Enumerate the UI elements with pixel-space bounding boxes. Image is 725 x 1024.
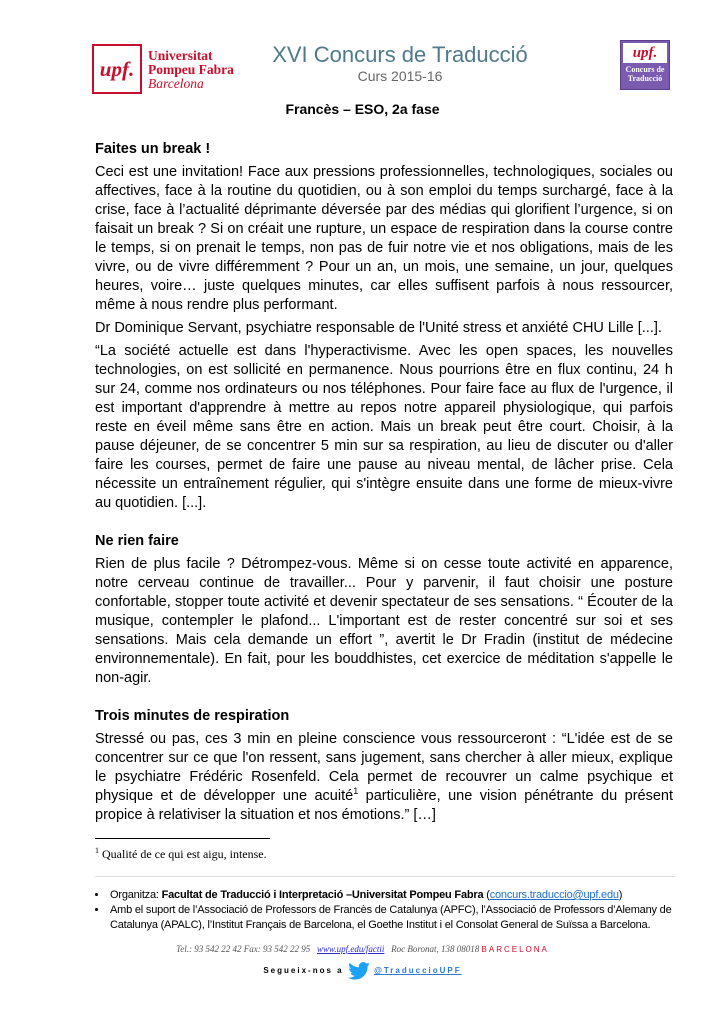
logo-text: upf.: [99, 56, 135, 81]
footnote-number: 1: [95, 846, 99, 855]
spacer: [95, 692, 673, 707]
university-line: Universitat: [148, 48, 213, 63]
badge-line: Concurs de: [625, 65, 665, 74]
follow-label: Segueix-nos a: [263, 966, 344, 976]
contest-year: Curs 2015-16: [357, 68, 443, 84]
footnote-text: Qualité de ce qui est aigu, intense.: [99, 847, 267, 861]
website-link[interactable]: www.upf.edu/factii: [317, 944, 385, 954]
contest-badge-logo: [620, 40, 670, 90]
footer-divider: [95, 876, 675, 877]
footer-credits: [90, 888, 685, 933]
article: [95, 140, 673, 829]
paragraph-respiration: [95, 730, 673, 825]
upf-logo: [92, 44, 142, 94]
footer: [90, 888, 685, 980]
footnote-divider: [95, 838, 270, 839]
paragraph-quote: “La société actuelle est dans l'hyperactivisme. Avec les open spaces, les nouvelles technologies, on est sollicité en permanence. Nous pourrions être en flux continu, 24 h sur 24, comme nos ordinateurs ou nos téléphones. Pour faire face au flux de l'urgence, il est important d'apprendre à mettre au repos notre appareil physiologique, qui parfois reste en éveil même sans être en action. Mais un break peut être court. Choisir, à la pause déjeuner, de se concentrer 5 min sur sa respiration, au lieu de discuter ou d'aller faire les courses, permet de faire une pause au niveau mental, de lâcher prise. Cela nécessite un entraînement régulier, qui s'intègre ensuite dans une forme de mieux-vivre au quotidien. [...].: [95, 343, 673, 511]
university-city: Barcelona: [148, 76, 204, 91]
contest-title: XVI Concurs de Traducció: [272, 42, 528, 67]
twitter-bird-icon[interactable]: [348, 962, 370, 980]
contact-line: [0, 943, 725, 956]
paragraph-author: Dr Dominique Servant, psychiatre responsable de l'Unité stress et anxiété CHU Lille [...].: [95, 320, 662, 336]
text: particulière, une vision pénétrante du présent propice à relativiser la situation et nos émotions.” […]: [95, 788, 673, 823]
phone-fax: Tel.: 93 542 22 42 Fax: 93 542 22 95: [176, 944, 311, 954]
address: Roc Boronat, 138 08018: [391, 944, 480, 954]
twitter-handle-link[interactable]: @TraduccioUPF: [374, 966, 462, 976]
university-line: Pompeu Fabra: [148, 62, 234, 77]
city: BARCELONA: [481, 945, 549, 954]
university-name: [148, 49, 234, 91]
paragraph-ne-rien-faire: Rien de plus facile ? Détrompez-vous. Même si on cesse toute activité en apparence, notre cerveau continue de travailler... Pour y parvenir, il faut choisir une posture confortable, stopper toute activité et devenir spectateur de ses sensations. “ Écouter de la musique, contempler le plafond... L'important est de rester concentré sur soi et ses sensations. Mais cela demande un effort ”, avertit le Dr Fradin (institut de médecine environnementale). En fait, pour les bouddhistes, cet exercice de méditation s'appelle le non-agir.: [95, 556, 673, 686]
footnote: [95, 846, 267, 862]
heading-faites-un-break: Faites un break !: [95, 141, 211, 157]
badge-logo-text: upf.: [623, 43, 667, 63]
organizer-email-link[interactable]: concurs.traduccio@upf.edu: [489, 889, 619, 901]
paragraph-intro: Ceci est une invitation! Face aux pressions professionnelles, technologiques, sociales ou affectives, face à la routine du quotidien, ou à son emploi du temps surchargé, face à la crise, face à l’actualité déprimante déversée par des médias qui glorifient l’urgence, si on faisait un break ? Si on créait une rupture, un espace de respiration dans la course contre le temps, si on prenait le temps, non pas de fuir notre vie et nos obligations, mais de les vivre, ou de vivre différemment ? Pour un an, un mois, une semaine, un jour, quelques heures, voire… juste quelques minutes, car elles suffisent parfois à nous ressourcer, même à nous rendre plus performant.: [95, 164, 673, 313]
support-item: • Amb el suport de l’Associació de Professors de Francès de Catalunya (APFC), l’Associació de Professors d’Alemany de Catalunya (APALC), l’Institut Français de Barcelona, el Goethe Institut i el Consolat General de Suïssa a Barcelona.: [108, 903, 685, 933]
badge-line: Traducció: [627, 74, 663, 83]
text: Stressé ou pas, ces 3 min en pleine conscience vous ressourceront : “L'idée est de se concentrer sur ce que l'on ressent, sans jugement, sans chercher à aller mieux, explique le psychiatre Frédéric Rosenfeld. Cela permet de recouvrer un calme psychique et physique et de développer une acuité: [95, 731, 673, 804]
organizer-name: Facultat de Traducció i Interpretació –Universitat Pompeu Fabra: [161, 889, 484, 901]
footnote-ref[interactable]: 1: [353, 786, 359, 797]
exam-subject: Francès – ESO, 2a fase: [285, 101, 440, 117]
social-line: [0, 962, 725, 980]
organizer-item: • Organitza: Facultat de Traducció i Interpretació –Universitat Pompeu Fabra (concurs.traduccio@upf.edu): [108, 888, 685, 903]
spacer: [95, 517, 673, 532]
heading-trois-minutes: Trois minutes de respiration: [95, 708, 290, 724]
heading-ne-rien-faire: Ne rien faire: [95, 533, 179, 549]
organizer-label: Organitza:: [110, 889, 162, 901]
